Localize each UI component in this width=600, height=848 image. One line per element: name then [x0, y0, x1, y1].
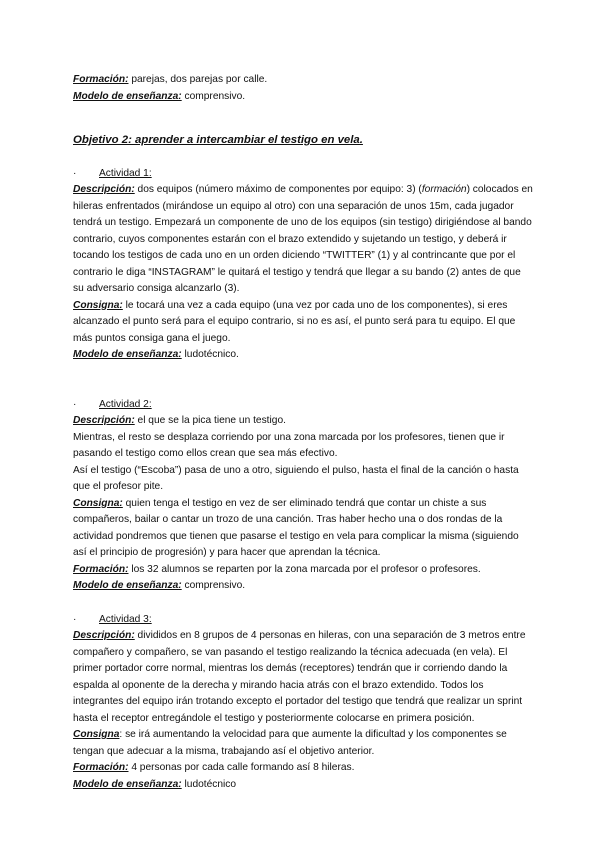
activity-3-consigna [73, 727, 533, 760]
document-body [73, 72, 533, 793]
modelo-label: Modelo de enseñanza: [73, 90, 182, 102]
description-text: el que se la pica tiene un testigo. [134, 415, 286, 426]
descripcion-label: Descripción: [73, 630, 135, 641]
activity-3-description [73, 628, 533, 727]
consigna-label: Consigna: [73, 299, 123, 311]
formacion-label: Formación: [73, 74, 129, 85]
activity-2-consigna [73, 496, 533, 562]
modelo-text: ludotécnico. [181, 349, 239, 360]
activity-2-title: Actividad 2: [99, 398, 152, 410]
activity-2-modelo [73, 578, 533, 595]
modelo-label: Modelo de enseñanza: [73, 349, 182, 360]
formacion-text: los 32 alumnos se reparten por la zona marcada por el profesor o profesores. [128, 563, 481, 575]
activity-2-formacion [73, 562, 533, 579]
modelo-label: Modelo de enseñanza: [73, 778, 182, 790]
bullet: · [73, 613, 77, 625]
activity-2-title-line [73, 397, 533, 414]
activity-1-consigna [73, 298, 533, 348]
activity-1-title: Actividad 1: [99, 167, 152, 179]
consigna-label: Consigna: [73, 497, 123, 509]
description-formacion-word: formación [421, 184, 467, 195]
activity-2-paragraph-2: Así el testigo (“Escoba”) pasa de uno a otro, siguiendo el pulso, hasta el final de la canción o hasta que el profesor pite. [73, 464, 519, 492]
consigna-label: Consigna [73, 729, 120, 740]
formacion-text: parejas, dos parejas por calle. [128, 74, 268, 85]
description-text-part-1: dos equipos (número máximo de componentes por equipo: 3) ( [134, 184, 422, 195]
activity-1-description [73, 182, 533, 298]
objective-heading: Objetivo 2: aprender a intercambiar el testigo en vela. [73, 134, 363, 146]
activity-2-paragraph-1: Mientras, el resto se desplaza corriendo por una zona marcada por los profesores, tienen que ir pasando el testigo como ellos crean que sea más efectivo. [73, 431, 505, 459]
modelo-label: Modelo de enseñanza: [73, 580, 182, 591]
descripcion-label: Descripción: [73, 415, 135, 426]
activity-3-title-line [73, 612, 533, 629]
bullet: · [73, 167, 77, 179]
activity-1-modelo [73, 347, 533, 364]
modelo-text: comprensivo. [181, 90, 246, 102]
activity-1-title-line [73, 166, 533, 183]
consigna-text: quien tenga el testigo en vez de ser eliminado tendrá que contar un chiste a sus compañeros, bailar o cantar un trozo de una canción. Tras haber hecho una o dos rondas de la actividad pondremos que tienen que pasarse el testigo en vela para complicar la misma (siguiendo así el principio de progresión) y para hacer que aprendan la técnica. [73, 497, 519, 558]
consigna-text: le tocará una vez a cada equipo (una vez por cada uno de los componentes), si eres alcanzado el punto será para el equipo contrario, si no es así, el punto será para tu equipo. El que más puntos consiga gana el juego. [73, 299, 516, 344]
modelo-text: ludotécnico [181, 778, 237, 790]
description-text-part-2: ) colocados en hileras enfrentados (mirándose un equipo al otro) con una separación de unos 15m, cada jugador tendrá un testigo. Empezará un componente de uno de los equipos (sin testigo) dirigiéndose al bando contrario, cuyos componentes estarán con el brazo extendido y sujetando un testigo, y deberá ir tocando los testigos de cada uno en un orden diciendo “TWITTER” (1) y al contrincante que por el contrario le diga “INSTAGRAM” le quitará el testigo y tendrá que llegar a su bando (2) antes de que su adversario consiga alcanzarlo (3). [73, 184, 533, 294]
modelo-line [73, 89, 533, 106]
formacion-text: 4 personas por cada calle formando así 8 hileras. [128, 762, 355, 773]
activity-3-modelo [73, 777, 533, 794]
formacion-line [73, 72, 533, 89]
activity-3-formacion [73, 760, 533, 777]
description-text: divididos en 8 grupos de 4 personas en hileras, con una separación de 3 metros entre compañero y compañero, se van pasando el testigo realizando la técnica adecuada (en vela). El primer portador corre normal, mientras los demás (receptores) tendrán que ir corriendo dando la espalda al oponente de la derecha y mirando hacia atrás con el brazo extendido. Todos los integrantes del equipo irán trotando excepto el portador del testigo que tendrá que realizar un sprint hasta el receptor entregándole el testigo y posteriormente colocarse en primera posición. [73, 630, 526, 724]
activity-3-title: Actividad 3: [99, 613, 152, 625]
formacion-label: Formación: [73, 762, 129, 773]
bullet: · [73, 398, 77, 410]
modelo-text: comprensivo. [181, 580, 246, 591]
descripcion-label: Descripción: [73, 184, 135, 195]
activity-2-description [73, 413, 533, 430]
consigna-text: : se irá aumentando la velocidad para que aumente la dificultad y los componentes se tengan que adecuar a la misma, trabajando así el objetivo anterior. [73, 729, 507, 757]
formacion-label: Formación: [73, 563, 129, 575]
